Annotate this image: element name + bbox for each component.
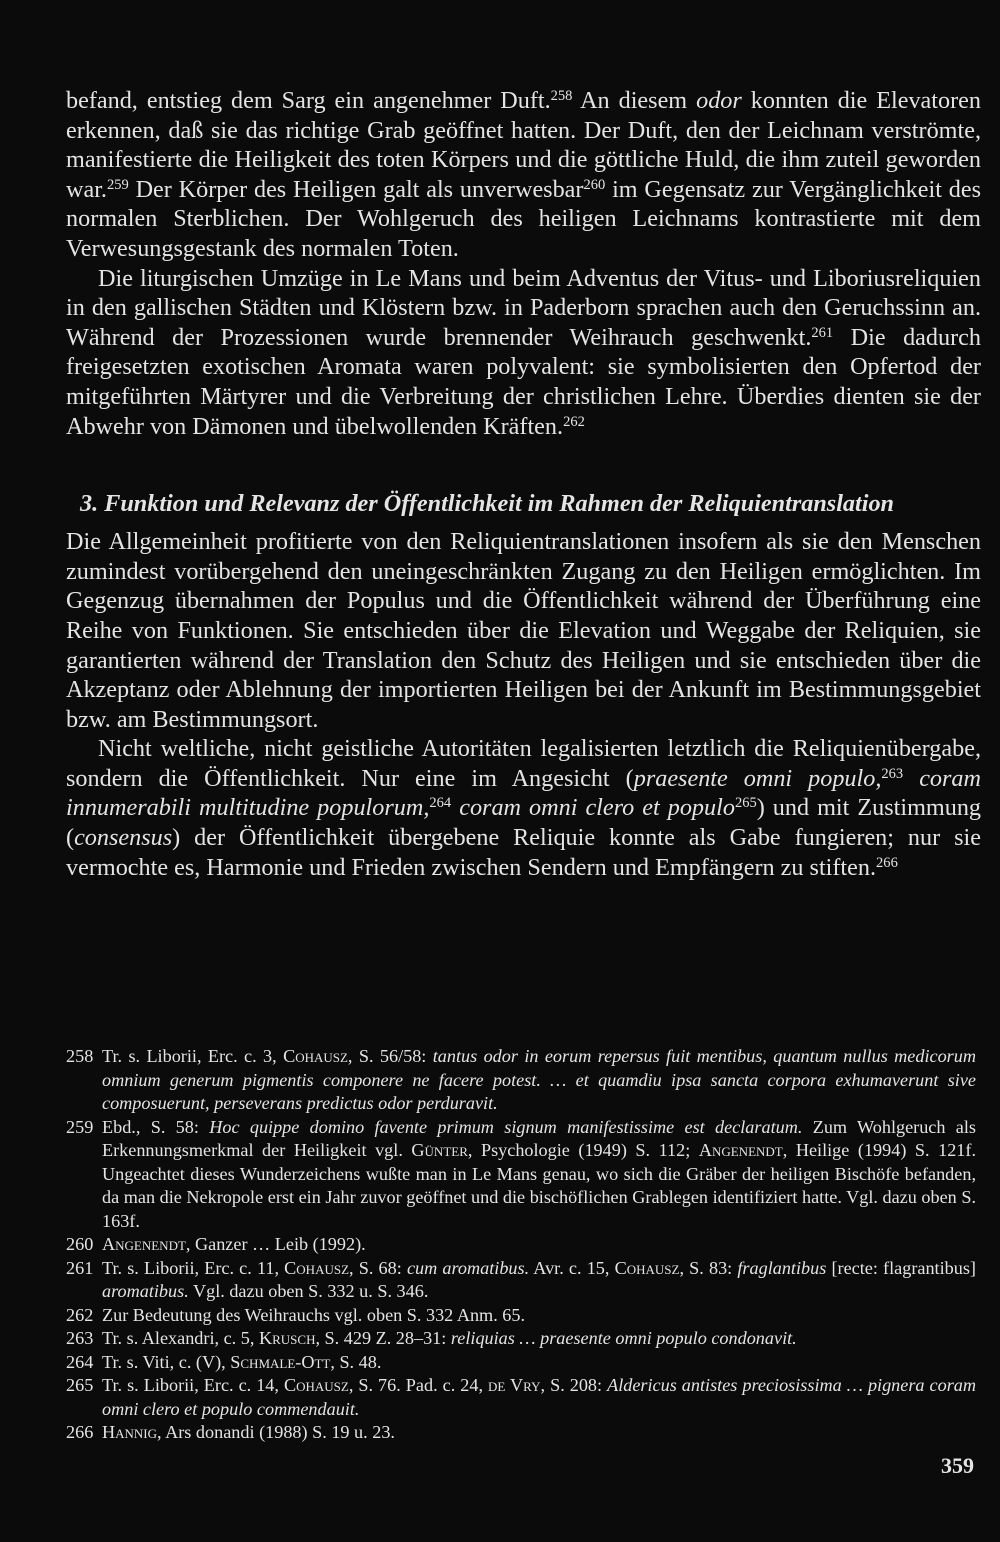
footnote-258: 258 Tr. s. Liborii, Erc. c. 3, Cohausz, S. 56/58: tantus odor in eorum repersus fuit mentibus, quantum nullus medicorum omnium generum pigmentis componere ne facere potest. … et quamdiu ipsa sancta corpora exhumaverunt sive composuerunt, perseverans predictus odor perduravit. bbox=[66, 1046, 976, 1113]
footnotes bbox=[66, 1045, 976, 1445]
paragraph-4: Nicht weltliche, nicht geistliche Autoritäten legalisierten letztlich die Reliquienübergabe, sondern die Öffentlichkeit. Nur eine im Angesicht (praesente omni populo,$^{263}$ coram innumerabili multitudine populorum,$^{264}$ coram omni clero et populo$^{265}$) und mit Zustimmung (consensus) der Öffentlichkeit übergebene Reliquie konnte als Gabe fungieren; nur sie vermochte es, Harmonie und Frieden zwischen Sendern und Empfängern zu stiften.$^{266}$ bbox=[66, 735, 982, 881]
footnote-number: 265 bbox=[66, 1375, 94, 1395]
footnote-265: 265 Tr. s. Liborii, Erc. c. 14, Cohausz, S. 76. Pad. c. 24, de Vry, S. 208: Aldericus antistes preciosissima … pignera coram omni clero et populo commendauit. bbox=[66, 1375, 977, 1419]
footnote-number: 260 bbox=[66, 1234, 94, 1254]
footnote-ref-263[interactable]: 263 bbox=[881, 765, 904, 782]
footnote-ref-264[interactable]: 264 bbox=[429, 795, 452, 812]
footnote-ref-266[interactable]: 266 bbox=[876, 854, 898, 871]
paragraph-1: befand, entstieg dem Sarg ein angenehmer Duft.$^{258}$ An diesem odor konnten die Elevatoren erkennen, daß sie das richtige Grab geöffnet hatten. Der Duft, den der Leichnam verströmte, manifestierte die Heiligkeit des toten Körpers und die göttliche Huld, die ihm zuteil geworden war.$^{259}$ Der Körper des Heiligen galt als unverwesbar$^{260}$ im Gegensatz zur Vergänglichkeit des normalen Sterblichen. Der Wohlgeruch des heiligen Leichnams kontrastierte mit dem Verwesungsgestank des normalen Toten. bbox=[66, 87, 981, 262]
footnote-ref-262[interactable]: 262 bbox=[563, 413, 585, 430]
footnote-number: 259 bbox=[66, 1116, 94, 1137]
page-number: 359 bbox=[941, 1453, 974, 1478]
footnote-260: 260 Angenendt, Ganzer … Leib (1992). bbox=[66, 1233, 976, 1257]
paragraph-3: Die Allgemeinheit profitierte von den Reliquientranslationen insofern als sie den Menschen zumindest vorübergehend den uneingeschränkten Zugang zu den Heiligen ermöglichten. Im Gegenzug übernahmen der Populus und die Öffentlichkeit während der Überführung eine Reihe von Funktionen. Sie entschieden über die Elevation und Weggabe der Reliquien, sie garantierten während der Translation den Schutz des Heiligen und sie entschieden über die Akzeptanz oder Ablehnung der importierten Heiligen bei der Ankunft im Bestimmungsgebiet bzw. am Bestimmungsort. bbox=[66, 528, 981, 733]
footnote-ref-265[interactable]: 265 bbox=[734, 795, 757, 812]
footnote-266: 266 Hannig, Ars donandi (1988) S. 19 u. 23. bbox=[66, 1421, 976, 1445]
footnote-number: 263 bbox=[66, 1328, 94, 1348]
footnote-number: 258 bbox=[66, 1046, 94, 1066]
footnote-261: 261 Tr. s. Liborii, Erc. c. 11, Cohausz, S. 68: cum aromatibus. Avr. c. 15, Cohausz, S. 83: fraglantibus [recte: flagrantibus] aromatibus. Vgl. dazu oben S. 332 u. S. 346. bbox=[66, 1257, 976, 1301]
footnote-ref-261[interactable]: 261 bbox=[811, 324, 834, 341]
footnote-number: 266 bbox=[66, 1422, 94, 1442]
footnote-number: 261 bbox=[66, 1257, 94, 1278]
footnote-259: 259 Ebd., S. 58: Hoc quippe domino favente primum signum manifestissime est declaratum. Zum Wohlgeruch als Erkennungsmerkmal der Heiligkeit vgl. Günter, Psychologie (1949) S. 112; Angenendt, Heilige (1994) S. 121f. Ungeachtet dieses Wunderzeichens wußte man in Le Mans genau, wo sich die Gräber der heiligen Bischöfe befanden, da man die Nekropole erst ein Jahr zuvor geöffnet und die bischöflichen Grablegen identifiziert hatte. Vgl. dazu oben S. 163f. bbox=[66, 1116, 976, 1231]
footnote-263: 263 Tr. s. Alexandri, c. 5, Krusch, S. 429 Z. 28–31: reliquias … praesente omni populo condonavit. bbox=[66, 1327, 976, 1351]
footnote-number: 264 bbox=[66, 1351, 94, 1372]
section-heading: 3. Funktion und Relevanz der Öffentlichkeit im Rahmen der Reliquientranslation bbox=[80, 490, 894, 518]
footnote-number: 262 bbox=[66, 1304, 94, 1325]
main-text bbox=[66, 86, 981, 882]
footnote-ref-258[interactable]: 258 bbox=[550, 88, 573, 105]
footnote-264: 264 Tr. s. Viti, c. (V), Schmale-Ott, S. 48. bbox=[66, 1351, 976, 1375]
footnote-262: 262 Zur Bedeutung des Weihrauchs vgl. oben S. 332 Anm. 65. bbox=[66, 1304, 976, 1328]
footnote-ref-259[interactable]: 259 bbox=[106, 176, 129, 193]
footnote-ref-260[interactable]: 260 bbox=[583, 176, 606, 193]
paragraph-2: Die liturgischen Umzüge in Le Mans und beim Adventus der Vitus- und Liboriusreliquien in den gallischen Städten und Klöstern bzw. in Paderborn sprachen auch den Geruchssinn an. Während der Prozessionen wurde brennender Weihrauch geschwenkt.$^{261}$ Die dadurch freigesetzten exotischen Aromata waren polyvalent: sie symbolisierten den Opfertod der mitgeführten Märtyrer und die Verbreitung der christlichen Lehre. Überdies dienten sie der Abwehr von Dämonen und übelwollenden Kräften.$^{262}$ bbox=[66, 264, 981, 440]
